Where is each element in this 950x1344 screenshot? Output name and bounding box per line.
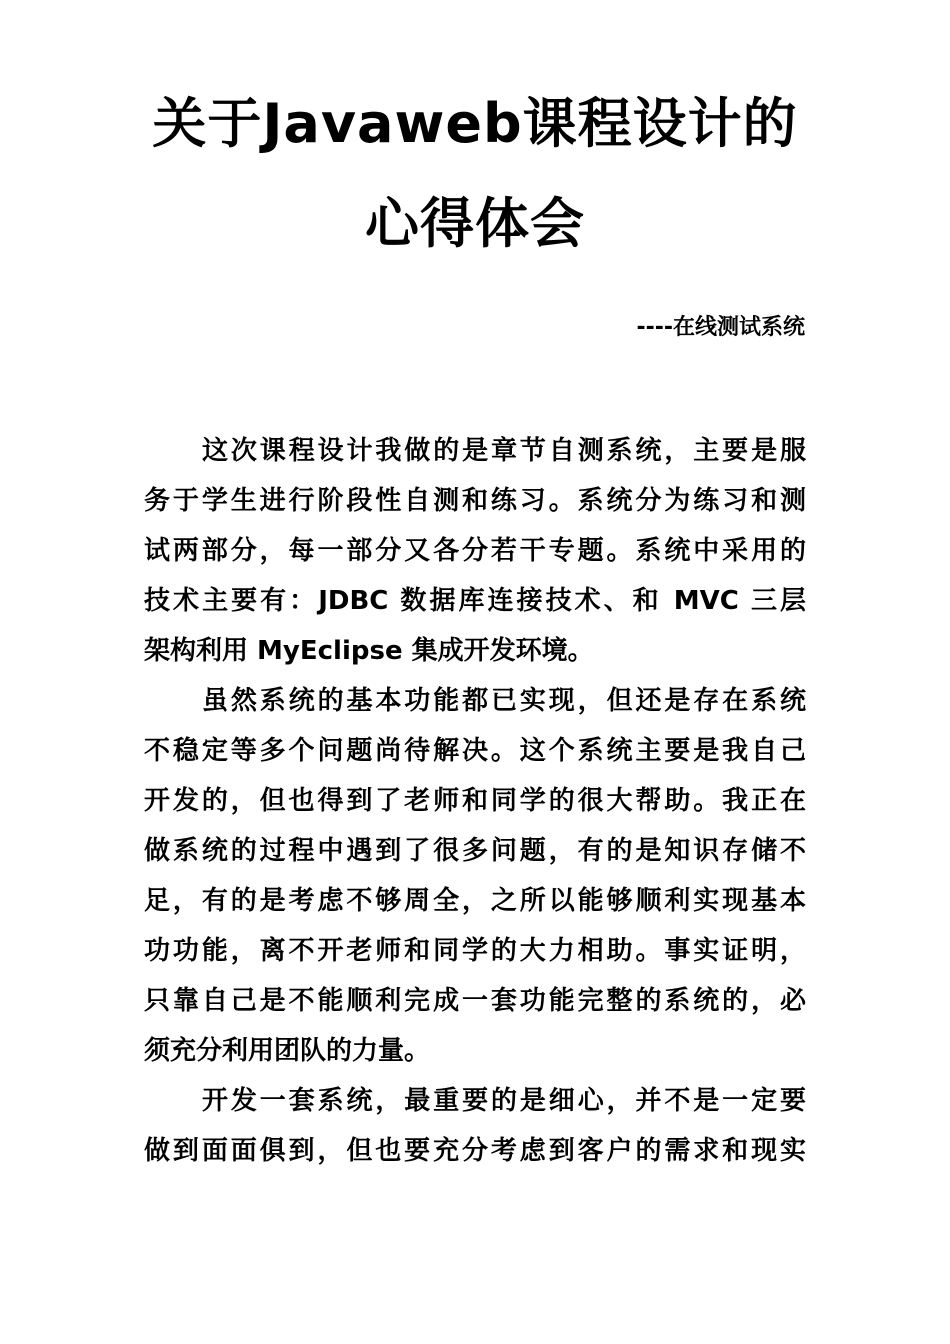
paragraph-2: [144, 676, 806, 1076]
document-subtitle: ----在线测试系统: [636, 315, 805, 340]
paragraph-line: 只靠自己是不能顺利完成一套功能完整的系统的，必: [144, 986, 806, 1016]
paragraph-line: 架构利用 MyEclipse 集成开发环境。: [144, 636, 594, 666]
paragraph-line: 虽然系统的基本功能都已实现，但还是存在系统: [202, 686, 806, 716]
paragraph-line: 这次课程设计我做的是章节自测系统，主要是服: [202, 436, 806, 466]
document-title-line-2: 心得体会: [365, 192, 585, 255]
paragraph-line: 技术主要有：JDBC 数据库连接技术、和 MVC 三层: [144, 586, 806, 616]
paragraph-line: 做到面面俱到，但也要充分考虑到客户的需求和现实: [144, 1136, 806, 1166]
paragraph-line: 功功能，离不开老师和同学的大力相助。事实证明，: [144, 936, 806, 966]
paragraph-line: 足，有的是考虑不够周全，之所以能够顺利实现基本: [144, 886, 806, 916]
document-title-line-1: 关于Javaweb课程设计的: [152, 92, 798, 155]
paragraph-line: 做系统的过程中遇到了很多问题，有的是知识存储不: [144, 836, 806, 866]
paragraph-line: 开发的，但也得到了老师和同学的很大帮助。我正在: [144, 786, 806, 816]
paragraph-1: [144, 426, 806, 676]
paragraph-3: [144, 1076, 806, 1176]
paragraph-line: 试两部分，每一部分又各分若干专题。系统中采用的: [144, 536, 806, 566]
paragraph-line: 须充分利用团队的力量。: [144, 1036, 431, 1066]
paragraph-line: 不稳定等多个问题尚待解决。这个系统主要是我自己: [144, 736, 806, 766]
paragraph-line: 务于学生进行阶段性自测和练习。系统分为练习和测: [144, 486, 806, 516]
paragraph-line: 开发一套系统，最重要的是细心，并不是一定要: [202, 1086, 806, 1116]
